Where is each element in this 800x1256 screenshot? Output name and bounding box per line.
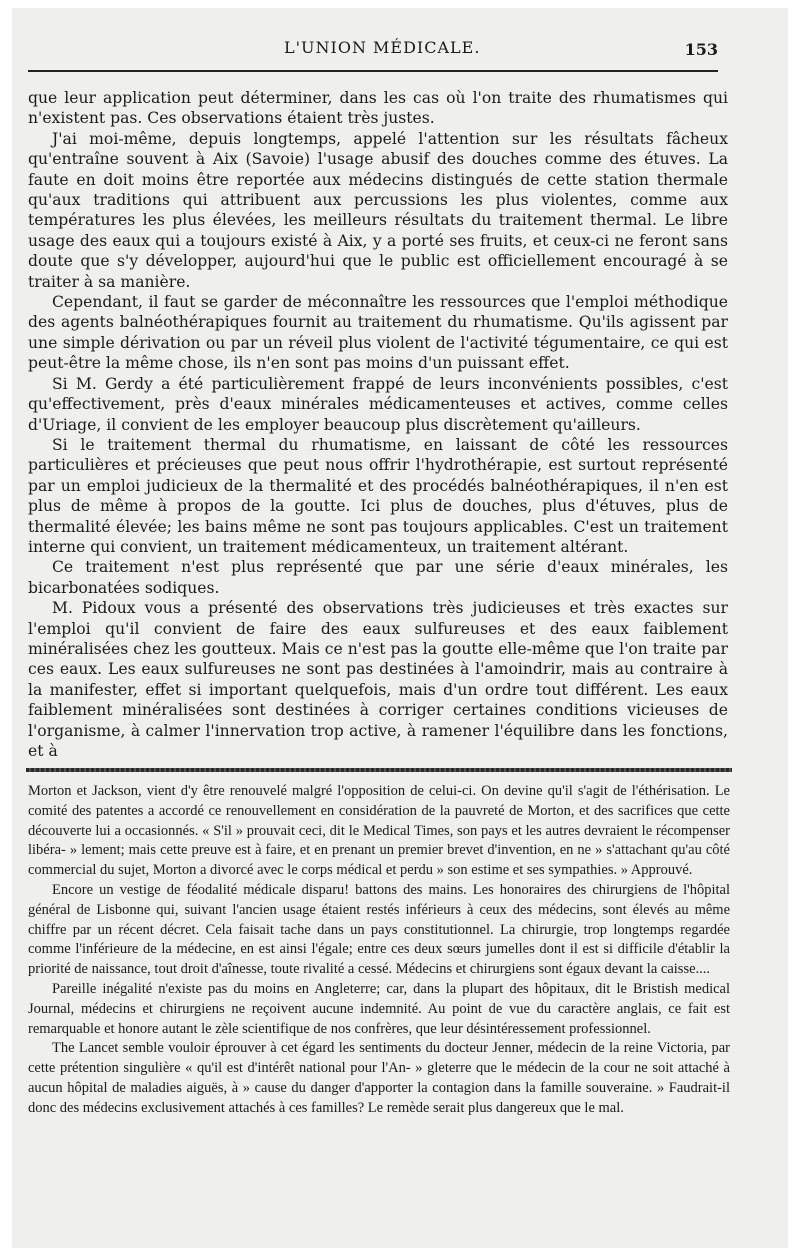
body-paragraph-3: Cependant, il faut se garder de méconnaître les ressources que l'emploi méthodique des agents balnéothérapiques fournit au traitement du rhumatisme. Qu'ils agissent par une simple dérivation ou par un réveil plus violent de l'activité tégumentaire, ce qui est peut-être la même chose, ils n'en sont pas moins d'un puissant effet. [28, 293, 728, 373]
notes-paragraph-2: Encore un vestige de féodalité médicale disparu! battons des mains. Les honoraires des chirurgiens de l'hôpital général de Lisbonne qui, suivant l'ancien usage étaient restés inférieurs à ceux des médecins, sont élevés au même chiffre par un récent décret. Cela faisait tache dans un pays constitutionnel. La chirurgie, trop longtemps regardée comme l'inférieure de la médecine, en est ainsi l'égale; entre ces deux sœurs jumelles dont il est si difficile d'établir la priorité de naissance, tout droit d'aînesse, toute rivalité a cessé. Médecins et chirurgiens sont égaux devant la caisse.... [28, 881, 730, 978]
body-paragraph-7: M. Pidoux vous a présenté des observations très judicieuses et très exactes sur l'emploi qu'il convient de faire des eaux sulfureuses et des eaux faiblement minéralisées chez les goutteux. Mais ce n'est pas la goutte elle-même que l'on traite par ces eaux. Les eaux sulfureuses ne sont pas destinées à l'amoindrir, mais au contraire à la manifester, effet si important quelquefois, mais d'un ordre tout différent. Les eaux faiblement minéralisées sont destinées à corriger certaines conditions vicieuses de l'organisme, à calmer l'innervation trop active, à ramener l'équilibre dans les fonctions, et à [28, 599, 728, 760]
body-paragraph-4: Si M. Gerdy a été particulièrement frappé de leurs inconvénients possibles, c'est qu'effectivement, près d'eaux minérales médicamenteuses et actives, comme celles d'Uriage, il convient de les employer beaucoup plus discrètement qu'ailleurs. [28, 374, 728, 434]
notes-paragraph-1: Morton et Jackson, vient d'y être renouvelé malgré l'opposition de celui-ci. On devine qu'il s'agit de l'éthérisation. Le comité des patentes a accordé ce renouvellement en considération de la pauvreté de Morton, et des sacrifices que cette découverte lui a occasionnés. « S'il » prouvait ceci, dit le Medical Times, son pays et les autres devraient le récompenser libéra- » lement; mais cette preuve est à faire, et en prenant un premier brevet d'invention, en ne » s'attachant qu'au côté commercial du sujet, Morton a divorcé avec le corps médical et perdu » son estime et ses sympathies. » Approuvé. [28, 783, 730, 879]
notes-paragraph-4: The Lancet semble vouloir éprouver à cet égard les sentiments du docteur Jenner, médecin de la reine Victoria, par cette prétention singulière « qu'il est d'intérêt national pour l'An- » gleterre que le médecin de la cour ne soit attaché à aucun hôpital de maladies aiguës, à » cause du danger d'apporter la contagion dans la famille souveraine. » Faudrait-il donc des médecins exclusivement attachés à ces familles? Le remède serait plus dangereux que le mal. [28, 1040, 730, 1116]
body-paragraph-5: Si le traitement thermal du rhumatisme, en laissant de côté les ressources particulières et précieuses que peut nous offrir l'hydrothérapie, est surtout représenté par un emploi judicieux de la thermalité et des procédés balnéothérapiques, il n'en est plus de même à propos de la goutte. Ici plus de douches, plus d'étuves, plus de thermalité élevée; les bains même ne sont pas toujours applicables. C'est un traitement interne qui convient, un traitement médicamenteux, un traitement altérant. [28, 435, 728, 556]
news-column [28, 782, 730, 1119]
body-paragraph-6: Ce traitement n'est plus représenté que par une série d'eaux minérales, les bicarbonatées sodiques. [28, 558, 728, 597]
main-text [28, 88, 728, 761]
body-paragraph-1: que leur application peut déterminer, dans les cas où l'on traite des rhumatismes qui n'existent pas. Ces observations étaient très justes. [28, 89, 728, 128]
running-header [28, 36, 718, 72]
page-scan [12, 8, 788, 1248]
notes-paragraph-3: Pareille inégalité n'existe pas du moins en Angleterre; car, dans la plupart des hôpitaux, dit le Bristish medical Journal, médecins et chirurgiens ne reçoivent aucune indemnité. Au point de vue du caractère anglais, ce fait est remarquable et honore autant le zèle scientifique de nos confrères, que leur désintéressement professionnel. [28, 980, 730, 1037]
body-paragraph-2: J'ai moi-même, depuis longtemps, appelé l'attention sur les résultats fâcheux qu'entraîne souvent à Aix (Savoie) l'usage abusif des douches comme des étuves. La faute en doit moins être reportée aux médecins distingués de cette station thermale qu'aux traditions qui attribuent aux percussions les plus violentes, comme aux températures les plus élevées, les meilleurs résultats du traitement thermal. Le libre usage des eaux qui a toujours existé à Aix, y a porté ses fruits, et ceux-ci ne feront sans doute que s'y développer, aujourd'hui que le public est officiellement encouragé à se traiter à sa manière. [28, 129, 728, 291]
section-divider [26, 768, 732, 772]
journal-title: L'UNION MÉDICALE. [284, 38, 481, 57]
page-number: 153 [684, 40, 718, 59]
